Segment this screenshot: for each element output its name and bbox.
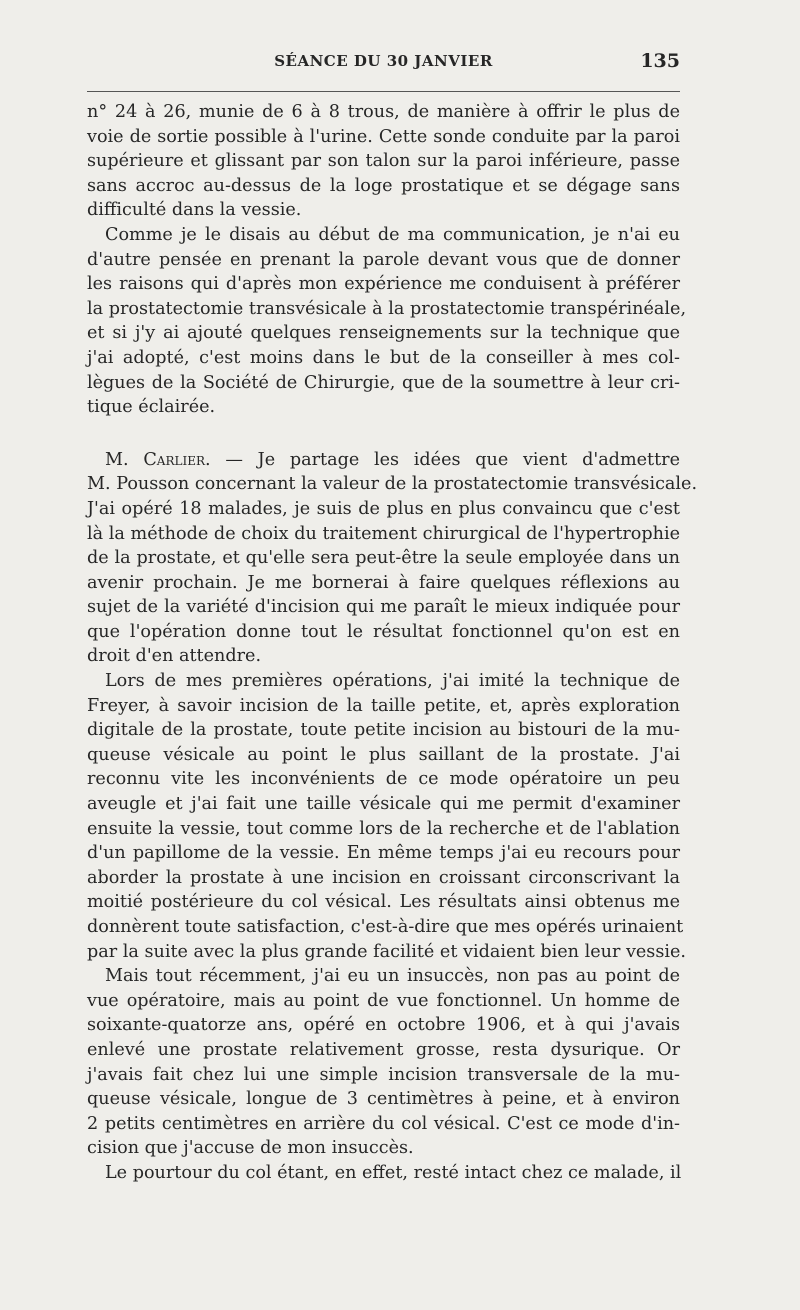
text-line: donnèrent toute satisfaction, c'est-à-dire que mes opérés urinaient — [87, 917, 684, 937]
paragraph — [87, 964, 680, 1161]
text-line: ensuite la vessie, tout comme lors de la recherche et de l'ablation — [87, 818, 680, 839]
text-line: par la suite avec la plus grande facilité et vidaient bien leur vessie. — [87, 941, 686, 962]
text-line: avenir prochain. Je me bornerai à faire quelques réflexions au — [87, 572, 680, 593]
text-line: droit d'en attendre. — [87, 646, 262, 667]
speaker-prefix: M. — [105, 449, 144, 470]
text-line: tique éclairée. — [87, 397, 216, 418]
body-text — [87, 100, 698, 1186]
text-line: aborder la prostate à une incision en croissant circonscrivant la — [87, 867, 680, 888]
text-line: d'un papillome de la vessie. En même temps j'ai eu recours pour — [87, 843, 680, 864]
paragraph — [87, 669, 686, 964]
paragraph — [87, 1161, 680, 1186]
text-line: queuse vésicale, longue de 3 centimètres à peine, et à environ — [87, 1089, 680, 1110]
text-line: vue opératoire, mais au point de vue fonctionnel. Un homme de — [87, 990, 680, 1011]
header-rule — [87, 91, 680, 92]
text-line: la prostatectomie transvésicale à la prostatectomie transpérinéale, — [87, 298, 687, 319]
text-line: de la prostate, et qu'elle sera peut-être la seule employée dans un — [87, 548, 680, 569]
text-line: les raisons qui d'après mon expérience me conduisent à préférer — [87, 274, 680, 295]
text-line: M. Pousson concernant la valeur de la prostatectomie transvésicale. — [87, 474, 698, 495]
text-line: Freyer, à savoir incision de la taille petite, et, après exploration — [87, 695, 680, 716]
text-line: supérieure et glissant par son talon sur la paroi inférieure, passe — [87, 151, 680, 172]
page-number: 135 — [640, 50, 680, 72]
running-head: SÉANCE DU 30 JANVIER — [274, 52, 493, 70]
text-line: J'ai opéré 18 malades, je suis de plus en plus convaincu que c'est — [87, 498, 680, 519]
text-line: sujet de la variété d'incision qui me paraît le mieux indiquée pour — [87, 597, 680, 618]
text-line: voie de sortie possible à l'urine. Cette sonde conduite par la paroi — [87, 126, 680, 147]
page-header — [87, 48, 680, 76]
text-line: difficulté dans la vessie. — [87, 200, 302, 221]
text-line: aveugle et j'ai fait une taille vésicale qui me permit d'examiner — [87, 794, 680, 815]
text-line: reconnu vite les inconvénients de ce mode opératoire un peu — [87, 769, 680, 790]
text-line: Le pourtour du col étant, en effet, resté intact chez ce malade, il — [105, 1162, 682, 1183]
paragraph — [87, 223, 687, 420]
paragraph-carlier — [87, 448, 698, 669]
speaker-name: Carlier — [143, 449, 206, 470]
text-line: cision que j'accuse de mon insuccès. — [87, 1138, 414, 1159]
text-line: là la méthode de choix du traitement chirurgical de l'hypertrophie — [87, 523, 680, 544]
text-line: et si j'y ai ajouté quelques renseignements sur la technique que — [87, 323, 680, 344]
paragraph — [87, 100, 680, 223]
text-line: enlevé une prostate relativement grosse, resta dysurique. Or — [87, 1039, 680, 1060]
text-line: Lors de mes premières opérations, j'ai imité la technique de — [105, 671, 680, 692]
text-line: digitale de la prostate, toute petite incision au bistouri de la mu- — [87, 720, 680, 741]
text-line: d'autre pensée en prenant la parole devant vous que de donner — [87, 249, 680, 270]
text-line: j'ai adopté, c'est moins dans le but de la conseiller à mes col- — [87, 347, 680, 368]
text-line: n° 24 à 26, munie de 6 à 8 trous, de manière à offrir le plus de — [87, 102, 680, 122]
paragraph-gap — [87, 420, 680, 448]
text-line: que l'opération donne tout le résultat fonctionnel qu'on est en — [87, 621, 680, 642]
text-line: soixante-quatorze ans, opéré en octobre 1906, et à qui j'avais — [87, 1015, 680, 1036]
speaker-line — [87, 448, 680, 473]
text-line: lègues de la Société de Chirurgie, que de la soumettre à leur cri- — [87, 372, 680, 393]
text-line: Mais tout récemment, j'ai eu un insuccès, non pas au point de — [105, 966, 680, 987]
text-line: moitié postérieure du col vésical. Les résultats ainsi obtenus me — [87, 892, 680, 913]
text-line: 2 petits centimètres en arrière du col vésical. C'est ce mode d'in- — [87, 1113, 680, 1134]
text-line: Comme je le disais au début de ma communication, je n'ai eu — [105, 224, 680, 245]
speaker-text: . — Je partage les idées que vient d'admettre — [205, 449, 681, 470]
text-line: sans accroc au-dessus de la loge prostatique et se dégage sans — [87, 175, 680, 196]
text-line: queuse vésicale au point le plus saillant de la prostate. J'ai — [87, 744, 680, 765]
text-line: j'avais fait chez lui une simple incision transversale de la mu- — [87, 1064, 680, 1085]
